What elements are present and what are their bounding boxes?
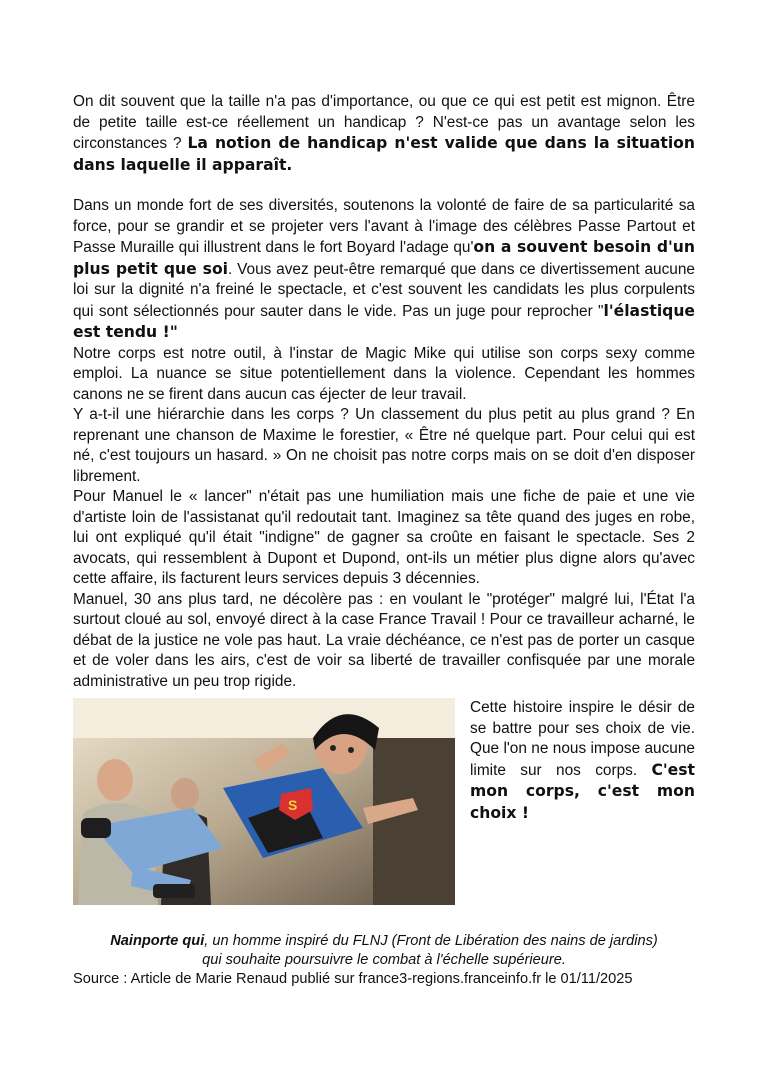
intro-paragraph [73,92,695,176]
paragraph-2 [73,196,695,344]
side-body: Cette histoire inspire le désir de se battre pour ses choix de vie. Que l'on ne nous impose aucune limite sur nos corps. [470,699,695,779]
intro-emphasis: La notion de handicap n'est valide que dans la situation dans laquelle il apparaît. [73,134,695,174]
paragraph-3: Notre corps est notre outil, à l'instar de Magic Mike qui utilise son corps sexy comme emploi. La nuance se situe potentiellement dans la violence. Cependant les hommes canons ne se firent dans aucun cas éjecter de leur travail. [73,344,695,403]
p2-text-a: Dans un monde fort de ses diversités, soutenons la volonté de faire de sa particularité sa force, pour se grandir et se projeter vers l'avant à l'image des célèbres Passe Partout et Passe Muraille qui illustrent dans le fort Boyard l'adage qu' [73,197,695,256]
side-emphasis: C'est mon corps, c'est mon choix ! [470,760,695,822]
shirt-logo: S [288,797,298,813]
p2-emphasis-adage: on a souvent besoin d'un plus petit que soi [73,238,695,278]
caption-line-2: qui souhaite poursuivre le combat à l'échelle supérieure. [202,952,566,968]
side-text [470,698,695,824]
source-line: Source : Article de Marie Renaud publié sur france3-regions.franceinfo.fr le 01/11/2025 [73,971,633,987]
caption-rest: , un homme inspiré du FLNJ (Front de Libération des nains de jardins) [204,933,658,949]
p2-text-c: . Vous avez peut-être remarqué que dans ce divertissement aucune loi sur la dignité n'a freiné le spectacle, et c'est souvent les candidats les plus corpulents qui sont sélectionnés pour sauter dans le vide. Pas un juge pour reprocher " [73,260,695,320]
dwarf-tossing-photo [73,698,455,905]
caption-author: Nainporte qui [110,933,205,949]
intro-text: On dit souvent que la taille n'a pas d'importance, ou que ce qui est petit est mignon. Être de petite taille est-ce réellement un handicap ? N'est-ce pas un avantage selon les circonstances ? [73,93,695,152]
figure-row [73,698,695,906]
paragraph-6: Manuel, 30 ans plus tard, ne décolère pas : en voulant le "protéger" malgré lui, l'État l'a surtout cloué au sol, envoyé direct à la case France Travail ! Pour ce travailleur acharné, le débat de la justice ne vole pas haut. La vraie déchéance, ce n'est pas de porter un casque et de voler dans les airs, c'est de voir sa liberté de travailler confisquée par une morale administrative un peu trop rigide. [73,590,695,690]
caption-line-1 [73,932,695,951]
p2-emphasis-elastique: l'élastique est tendu ! [73,301,695,341]
footer [73,932,695,989]
p2-text-e: " [169,323,178,341]
article-body [73,92,695,692]
paragraph-4: Y a-t-il une hiérarchie dans les corps ? Un classement du plus petit au plus grand ? En reprenant une chanson de Maxime le forestier, « Être né quelque part. Pour celui qui est né, c'est toujours un hasard. » On ne choisit pas notre corps mais on se doit d'en disposer librement. [73,406,695,485]
paragraph-5: Pour Manuel le « lancer" n'était pas une humiliation mais une fiche de paie et une vie d'artiste loin de l'assistanat qu'il redoutait tant. Imaginez sa tête quand des juges en robe, lui ont expliqué qu'il était "indigne" de gagner sa croûte en faisant le spectacle. Ses 2 avocats, qui ressemblent à Dupont et Dupond, ont-ils un métier plus digne alors qu'avec cette affaire, ils facturent leurs services depuis 3 décennies. [73,488,695,587]
